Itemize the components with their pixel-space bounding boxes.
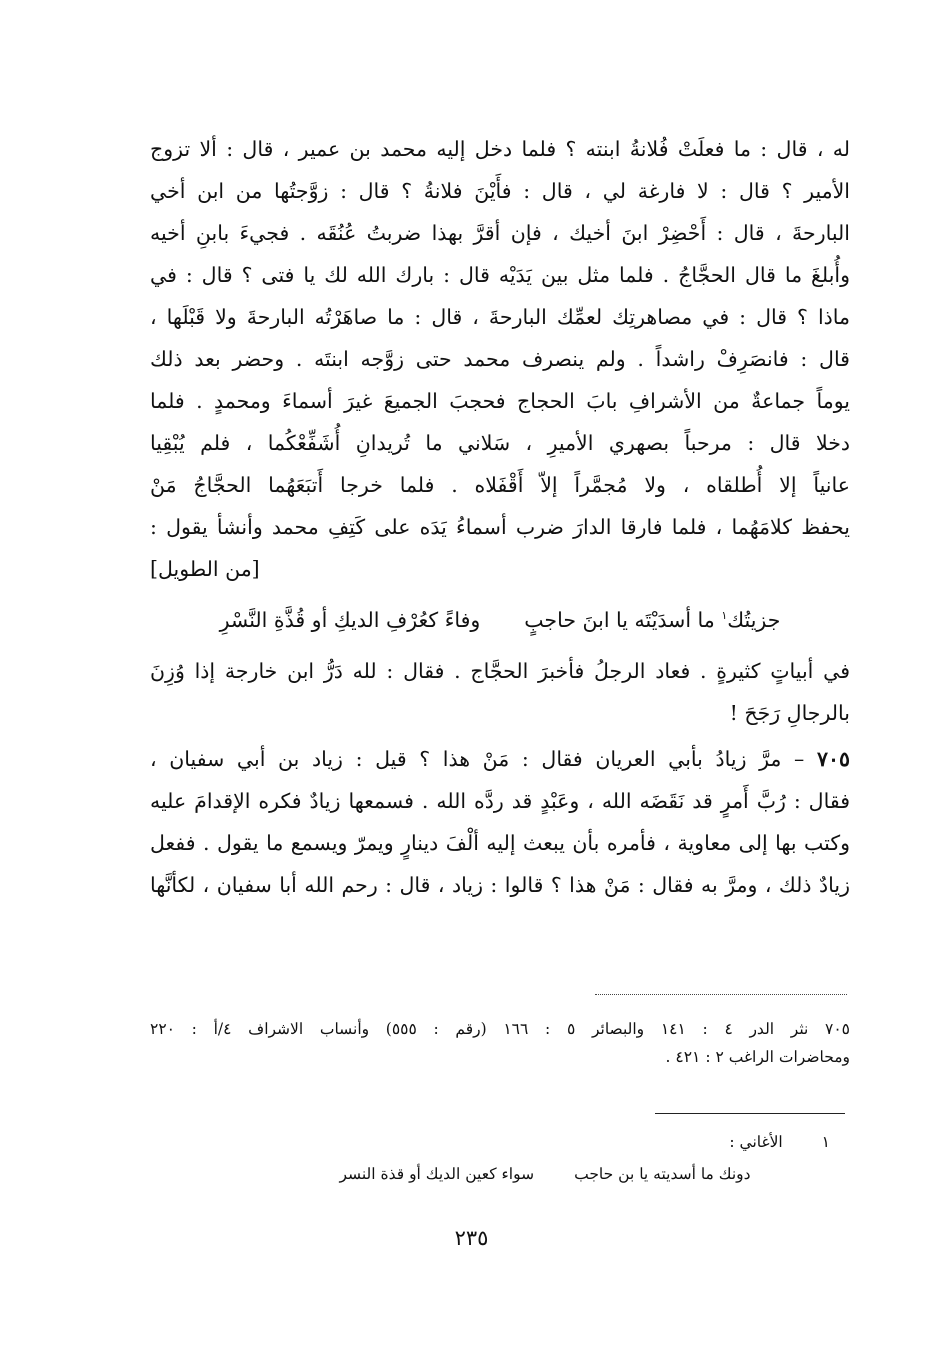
source-note (150, 1015, 850, 1071)
text-line: وأُبلغَ ما قال الحجَّاجُ . فلما مثل بين يَدَيْه قال : بارك الله لك يا فتى ؟ قال : في (150, 263, 850, 287)
main-text (150, 128, 850, 906)
verse-second-hemistich: وفاءً كعُرْفِ الديكِ أو قُذَّةِ النَّسْرِ (219, 608, 481, 632)
footnote-divider (655, 1113, 845, 1114)
entry-first-line (150, 738, 850, 780)
verse-first-word: جزيتُك (727, 608, 781, 632)
text-line: بالرجالِ رَجَحَ ! (729, 701, 850, 725)
footnote-verse-first: دونك ما أسديته يا بن حاجب (574, 1165, 751, 1183)
meter-label: [من الطويل] (150, 557, 260, 581)
text-line: يوماً جماعةٌ من الأشرافِ بابَ الحجاج فحجبَ الجميعَ غيرَ أسماءَ ومحمدٍ . فلما (150, 389, 850, 413)
text-line: في أبياتٍ كثيرةٍ . فعاد الرجلُ فأخبرَ الحجَّاج . فقال : لله دَرُّ ابن خارجة إذا وُزِنَ (150, 659, 850, 683)
source-line: ومحاضرات الراغب ٢ : ٤٢١ . (665, 1048, 850, 1066)
source-line: ٧٠٥ نثر الدر ٤ : ١٤١ والبصائر ٥ : ١٦٦ (رقم : ٥٥٥) وأنساب الاشراف ٤/أ : ٢٢٠ (150, 1020, 850, 1038)
footnote-source: الأغاني : (729, 1133, 783, 1151)
text-line: دخلا قال : مرحباً بصهري الأميرِ ، سَلاني ما تُريدانِ أُشَفِّعْكُما ، فلم يُبْقِيا (150, 431, 850, 455)
text-line: له ، قال : ما فعلَتْ فُلانةُ ابنته ؟ فلما دخل إليه محمد بن عمير ، قال : ألا تزوج (150, 137, 850, 161)
page-number: ٢٣٥ (454, 1226, 489, 1250)
text-line: فقال : رُبَّ أَمرٍ قد نَقَضَه الله ، وعَبْدٍ قد ردَّه الله . فسمعها زيادٌ فكره الإقدامَ عليه (150, 789, 850, 813)
text-line: وكتب بها إلى معاوية ، فأمره بأن يبعث إليه ألْفَ دينارٍ ويمرّ ويسمع ما يقول . ففعل (150, 831, 850, 855)
footnote-heading (150, 1125, 850, 1159)
footnote-verse (150, 1159, 850, 1189)
verse-first-hemistich (524, 590, 780, 650)
text-line: ماذا ؟ قال : في مصاهرتِك لعمِّك البارحةَ ، قال : ما صاهَرْتُه البارحةَ ولا قَبْلَها ، (150, 305, 850, 329)
dotted-divider (595, 994, 847, 995)
footnote-number: ١ (821, 1133, 830, 1151)
poem-verse (150, 590, 850, 650)
verse-first-rest: ما أسدَيْتَه يا ابنَ حاجبٍ (524, 608, 722, 632)
text-line: يحفظ كلامَهُما ، فلما فارقا الدارَ ضرب أسماءُ يَدَه على كَتِفِ محمد وأنشأ يقول : (150, 515, 850, 539)
text-line: قال : فانصَرِفْ راشداً . ولم ينصرف محمد حتى زوَّجه ابنتَه . وحضر بعد ذلك (150, 347, 850, 371)
text-line: البارحةَ ، قال : أَحْضِرْ ابنَ أخيك ، فإن أقرَّ بهذا ضربتُ عُنُقَه . فجيءَ بابنِ أخيه (150, 221, 850, 245)
text-line: زيادٌ ذلك ، ومرَّ به فقال : مَنْ هذا ؟ قالوا : زياد ، قال : رحم الله أبا سفيان ، لكأنَّها (150, 873, 850, 897)
footnote-verse-second: سواء كعين الديك أو قذة النسر (339, 1165, 535, 1183)
entry-number: ٧٠٥ (816, 747, 850, 771)
text-line: الأمير ؟ قال : لا فارغة لي ، قال : فأَيْنَ فلانةُ ؟ قال : زوَّجتُها من ابن أخي (150, 179, 850, 203)
footnote (150, 1125, 850, 1189)
text-line: عانياً إلا أُطلقاه ، ولا مُجمَّراً إلاّ أَقْفَلاه . فلما خرجا أَتبَعَهُما الحجَّاجُ مَنْ (150, 473, 850, 497)
entry-text: – مرَّ زيادُ بأبي العريان فقال : مَنْ هذا ؟ قيل : زياد بن أبي سفيان ، (150, 747, 805, 771)
footnote-marker: ١ (721, 609, 728, 623)
